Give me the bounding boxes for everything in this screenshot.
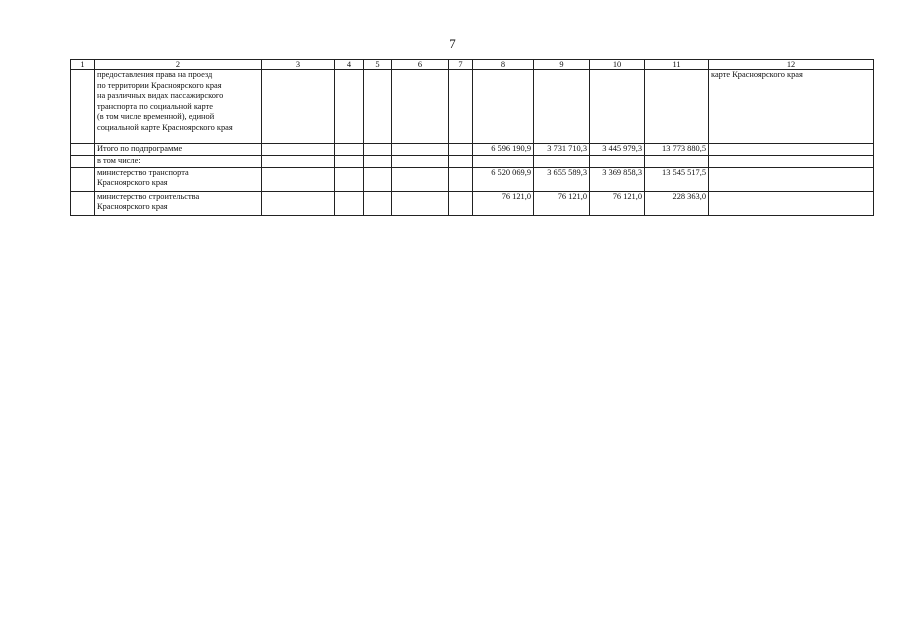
table-cell	[449, 156, 473, 168]
table-cell	[262, 70, 335, 144]
table-cell	[71, 70, 95, 144]
column-header-4: 4	[335, 60, 364, 70]
table-row	[71, 156, 874, 168]
table-cell	[392, 70, 449, 144]
column-header-11: 11	[645, 60, 709, 70]
value-cell-10	[590, 156, 645, 168]
column-header-5: 5	[364, 60, 392, 70]
column-header-2: 2	[95, 60, 262, 70]
result-cell	[709, 167, 874, 191]
table-cell	[71, 156, 95, 168]
description-line: министерство строительства	[97, 191, 200, 201]
row-description	[95, 167, 262, 191]
value-cell-9: 76 121,0	[534, 191, 590, 215]
table-cell	[364, 167, 392, 191]
description-line: на различных видах пассажирского	[97, 91, 224, 101]
description-line: по территории Красноярского края	[97, 80, 222, 90]
value-cell-10: 3 445 979,3	[590, 144, 645, 156]
description-line: социальной карте Красноярского края	[97, 122, 233, 132]
value-cell-11: 228 363,0	[645, 191, 709, 215]
table-cell	[262, 167, 335, 191]
table-cell	[392, 191, 449, 215]
table-cell	[364, 144, 392, 156]
table-cell	[392, 144, 449, 156]
table-cell	[364, 156, 392, 168]
page-number: 7	[449, 36, 456, 51]
table-cell	[449, 167, 473, 191]
value-cell-11: 13 545 517,5	[645, 167, 709, 191]
value-cell-10	[590, 70, 645, 144]
description-line: транспорта по социальной карте	[97, 101, 213, 111]
table-cell	[71, 191, 95, 215]
value-cell-11	[645, 156, 709, 168]
table-cell	[71, 167, 95, 191]
value-cell-8	[473, 70, 534, 144]
table-cell	[335, 144, 364, 156]
table-cell	[449, 70, 473, 144]
result-cell	[709, 191, 874, 215]
value-cell-11	[645, 70, 709, 144]
column-header-12: 12	[709, 60, 874, 70]
value-cell-9	[534, 70, 590, 144]
description-line: Итого по подпрограмме	[97, 144, 183, 153]
value-cell-10: 76 121,0	[590, 191, 645, 215]
value-cell-8: 6 520 069,9	[473, 167, 534, 191]
table-cell	[449, 191, 473, 215]
table-row	[71, 70, 874, 144]
row-description	[95, 156, 262, 168]
description-line: Красноярского края	[97, 178, 168, 188]
table-cell	[364, 191, 392, 215]
table-cell	[335, 156, 364, 168]
table-cell	[71, 144, 95, 156]
table-cell	[262, 191, 335, 215]
value-cell-9: 3 731 710,3	[534, 144, 590, 156]
value-cell-8: 6 596 190,9	[473, 144, 534, 156]
column-header-7: 7	[449, 60, 473, 70]
value-cell-8	[473, 156, 534, 168]
description-line: (в том числе временной), единой	[97, 112, 215, 122]
row-description	[95, 191, 262, 215]
column-header-6: 6	[392, 60, 449, 70]
table-cell	[335, 191, 364, 215]
table-cell	[364, 70, 392, 144]
table-cell	[449, 144, 473, 156]
result-cell	[709, 156, 874, 168]
column-header-1: 1	[71, 60, 95, 70]
value-cell-9	[534, 156, 590, 168]
description-line: Красноярского края	[97, 202, 168, 212]
table-cell	[262, 144, 335, 156]
table-cell	[335, 167, 364, 191]
value-cell-11: 13 773 880,5	[645, 144, 709, 156]
column-header-10: 10	[590, 60, 645, 70]
value-cell-9: 3 655 589,3	[534, 167, 590, 191]
table-cell	[335, 70, 364, 144]
table-row	[71, 167, 874, 191]
row-description	[95, 70, 262, 144]
column-header-3: 3	[262, 60, 335, 70]
table-cell	[392, 156, 449, 168]
value-cell-8: 76 121,0	[473, 191, 534, 215]
table-row	[71, 144, 874, 156]
column-header-9: 9	[534, 60, 590, 70]
column-header-8: 8	[473, 60, 534, 70]
table-cell	[262, 156, 335, 168]
description-line: министерство транспорта	[97, 167, 189, 177]
result-cell	[709, 144, 874, 156]
result-cell: карте Красноярского края	[709, 70, 874, 144]
table-row	[71, 191, 874, 215]
table-header-row	[71, 60, 874, 70]
value-cell-10: 3 369 858,3	[590, 167, 645, 191]
description-line: предоставления права на проезд	[97, 70, 213, 79]
table-cell	[392, 167, 449, 191]
budget-table	[70, 59, 874, 216]
row-description	[95, 144, 262, 156]
description-line: в том числе:	[97, 156, 141, 165]
